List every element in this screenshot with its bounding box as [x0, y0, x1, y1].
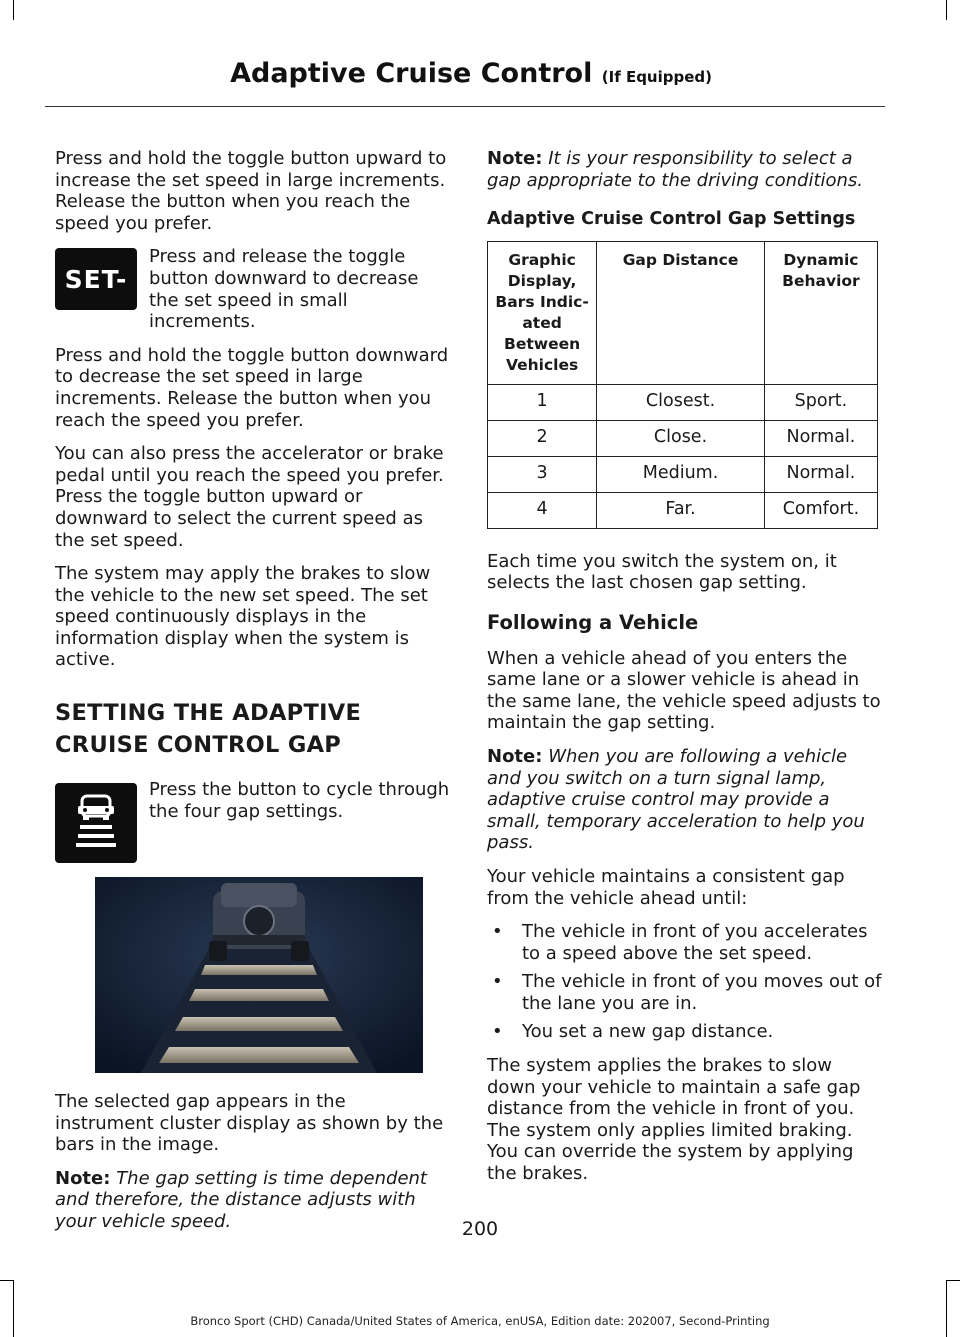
crop-mark-bottom-left-v	[13, 1280, 14, 1337]
crop-mark-top-left-v	[13, 0, 14, 20]
crop-mark-bottom-left-h	[0, 1280, 14, 1281]
list-item: • The vehicle in front of you moves out of the lane you are in.	[487, 971, 882, 1014]
paragraph-cycle-gap: Press the button to cycle through the four gap settings.	[149, 779, 450, 822]
section-title-gap: SETTING THE ADAPTIVE CRUISE CONTROL GAP	[55, 700, 362, 759]
table-cell: 4	[488, 492, 597, 528]
paragraph-brakes-apply: The system may apply the brakes to slow the vehicle to the new set speed. The set speed continuously displays in the information display when the system is active.	[55, 563, 431, 671]
list-item: • You set a new gap distance.	[487, 1021, 882, 1043]
paragraph-maintains-gap: Your vehicle maintains a consistent gap from the vehicle ahead until:	[487, 865, 845, 909]
gap-button-instruction	[55, 779, 450, 867]
table-cell: Medium.	[597, 456, 765, 492]
set-minus-icon	[55, 248, 137, 310]
header-title-suffix: (If Equipped)	[601, 68, 712, 86]
paragraph-last-gap: Each time you switch the system on, it selects the last chosen gap setting.	[487, 550, 837, 594]
note-text: When you are following a vehicle and you switch on a turn signal lamp, adaptive cruise control may provide a small, temporary acceleration to help you pass.	[487, 745, 865, 854]
gap-display-figure	[95, 877, 423, 1073]
bullet-list	[487, 921, 882, 1043]
page-number: 200	[461, 1218, 499, 1240]
paragraph-decrease-large: Press and hold the toggle button downward to decrease the set speed in large increments. Release the button when you reach the speed you prefer.	[55, 344, 449, 431]
table-cell: Normal.	[764, 420, 877, 456]
set-minus-instruction	[55, 246, 450, 332]
table-header-row	[488, 241, 878, 384]
table-row	[488, 420, 878, 456]
set-minus-icon-label: SET-	[64, 264, 128, 294]
crop-mark-bottom-right-v	[946, 1280, 947, 1337]
header-title-main: Adaptive Cruise Control	[230, 58, 593, 89]
footer-edition: Bronco Sport (CHD) Canada/United States of America, enUSA, Edition date: 202007, Second-Printing	[190, 1314, 770, 1328]
gap-car-bars-icon	[74, 794, 118, 852]
note-label: Note:	[487, 148, 543, 169]
table-cell: 3	[488, 456, 597, 492]
list-item: • The vehicle in front of you accelerates to a speed above the set speed.	[487, 921, 882, 964]
header-gap-distance: Gap Distance	[597, 241, 765, 384]
table-row	[488, 456, 878, 492]
note-text: It is your responsibility to select a gap appropriate to the driving conditions.	[487, 148, 864, 191]
header-rule	[45, 106, 885, 107]
gap-settings-table	[487, 241, 878, 529]
paragraph-gap-appears: The selected gap appears in the instrument cluster display as shown by the bars in the image.	[55, 1091, 444, 1156]
table-row	[488, 492, 878, 528]
table-cell: Normal.	[764, 456, 877, 492]
right-column	[487, 148, 882, 1197]
left-column	[55, 148, 450, 1245]
crop-mark-bottom-right-h	[946, 1280, 960, 1281]
table-cell: Close.	[597, 420, 765, 456]
page-header-title	[230, 58, 712, 89]
subsection-title-following: Following a Vehicle	[487, 610, 699, 634]
gap-display-illustration	[95, 877, 423, 1073]
crop-mark-top-right-v	[946, 0, 947, 20]
note-turn-signal	[487, 746, 882, 854]
table-cell: Comfort.	[764, 492, 877, 528]
table-title: Adaptive Cruise Control Gap Settings	[487, 209, 856, 230]
header-graphic-display: Graphic Display, Bars Indic-ated Between Vehicles	[488, 241, 597, 384]
header-dynamic-behavior: Dynamic Behavior	[764, 241, 877, 384]
table-cell: 2	[488, 420, 597, 456]
paragraph-braking: The system applies the brakes to slow down your vehicle to maintain a safe gap distance from the vehicle in front of you. The system only applies limited braking. You can override the system by applying the brakes.	[487, 1055, 861, 1185]
gap-distance-icon	[55, 783, 137, 863]
paragraph-vehicle-ahead: When a vehicle ahead of you enters the same lane or a slower vehicle is ahead in the same lane, the vehicle speed adjusts to maintain the gap setting.	[487, 647, 881, 734]
note-text: The gap setting is time dependent and therefore, the distance adjusts with your vehicle speed.	[55, 1167, 427, 1233]
paragraph-increase-large: Press and hold the toggle button upward to increase the set speed in large increments. Release the button when you reach the speed you prefer.	[55, 148, 447, 234]
note-responsibility	[487, 148, 882, 191]
note-label: Note:	[487, 745, 543, 767]
paragraph-accelerator-brake: You can also press the accelerator or brake pedal until you reach the speed you prefer. Press the toggle button upward or downward to select the current speed as the set speed.	[55, 443, 444, 551]
note-label: Note:	[55, 1167, 111, 1189]
paragraph-decrease-small: Press and release the toggle button downward to decrease the set speed in small increments.	[149, 246, 419, 333]
table-cell: Sport.	[764, 384, 877, 420]
table-row	[488, 384, 878, 420]
table-cell: Far.	[597, 492, 765, 528]
table-cell: Closest.	[597, 384, 765, 420]
table-cell: 1	[488, 384, 597, 420]
